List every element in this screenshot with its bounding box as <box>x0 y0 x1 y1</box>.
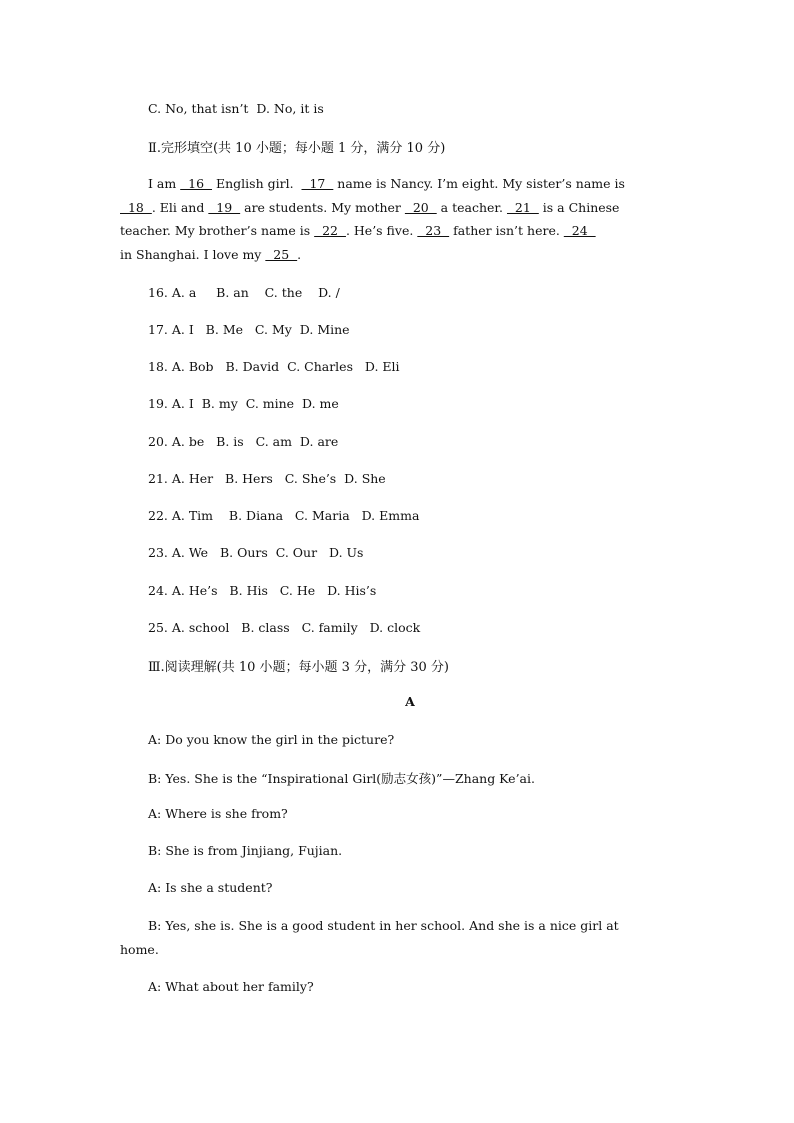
blank-16: 16 <box>180 176 213 191</box>
blank-18: 18 <box>120 199 152 215</box>
passage-line-4 <box>120 243 676 267</box>
question-19: 19. A. I B. my C. mine D. me <box>148 396 339 411</box>
passage-text: . He’s five. <box>345 223 418 238</box>
blank-19: 19 <box>208 199 241 215</box>
question-23: 23. A. We B. Ours C. Our D. Us <box>148 545 364 560</box>
question-21: 21. A. Her B. Hers C. She’s D. She <box>148 471 386 486</box>
blank-23: 23 <box>417 223 450 238</box>
passage-text: I am <box>148 176 181 191</box>
passage-text: name is Nancy. I’m eight. My sister’s name is <box>333 176 625 191</box>
question-18: 18. A. Bob B. David C. Charles D. Eli <box>148 359 400 374</box>
question-15-options-cd: C. No, that isn’t D. No, it is <box>148 101 324 116</box>
dialogue-line: B: Yes. She is the “Inspirational Girl(励志女孩)”—Zhang Ke’ai. <box>148 771 535 786</box>
dialogue-line: A: What about her family? <box>148 979 314 994</box>
passage-text: . <box>297 246 302 262</box>
dialogue-line-continued: home. <box>120 942 159 957</box>
passage-text: are students. My mother <box>240 199 405 215</box>
question-22: 22. A. Tim B. Diana C. Maria D. Emma <box>148 508 420 523</box>
dialogue-line: A: Is she a student? <box>148 880 273 895</box>
passage-text: a teacher. <box>436 199 507 215</box>
blank-17: 17 <box>301 176 334 191</box>
dialogue-line: A: Where is she from? <box>148 806 288 821</box>
question-24: 24. A. He’s B. His C. He D. His’s <box>148 583 377 598</box>
passage-line-3 <box>120 219 676 243</box>
blank-22: 22 <box>314 223 346 238</box>
passage-text: in Shanghai. I love my <box>120 246 266 262</box>
question-17: 17. A. I B. Me C. My D. Mine <box>148 322 350 337</box>
question-16: 16. A. a B. an C. the D. / <box>148 285 340 300</box>
passage-text: father isn’t here. <box>449 223 564 238</box>
question-25: 25. A. school B. class C. family D. clock <box>148 620 421 635</box>
blank-20: 20 <box>404 199 437 215</box>
section-3-title: Ⅲ.阅读理解(共 10 小题；每小题 3 分，满分 30 分) <box>148 660 449 675</box>
dialogue-line: B: She is from Jinjiang, Fujian. <box>148 843 343 858</box>
reading-passage-label: A <box>405 694 415 709</box>
passage-line-1 <box>120 172 676 196</box>
dialogue-line: B: Yes, she is. She is a good student in her school. And she is a nice girl at <box>148 918 619 933</box>
passage-line-2 <box>120 196 676 220</box>
blank-25: 25 <box>265 246 298 262</box>
passage-text: English girl. <box>212 176 302 191</box>
blank-21: 21 <box>506 199 539 215</box>
cloze-passage <box>120 172 676 266</box>
dialogue-line: A: Do you know the girl in the picture? <box>148 732 395 747</box>
passage-text: . Eli and <box>151 199 209 215</box>
section-2-title: Ⅱ.完形填空(共 10 小题；每小题 1 分，满分 10 分) <box>148 141 446 156</box>
blank-24: 24 <box>563 223 596 238</box>
passage-text: is a Chinese <box>538 199 620 215</box>
passage-text: teacher. My brother’s name is <box>120 223 315 238</box>
question-20: 20. A. be B. is C. am D. are <box>148 434 339 449</box>
